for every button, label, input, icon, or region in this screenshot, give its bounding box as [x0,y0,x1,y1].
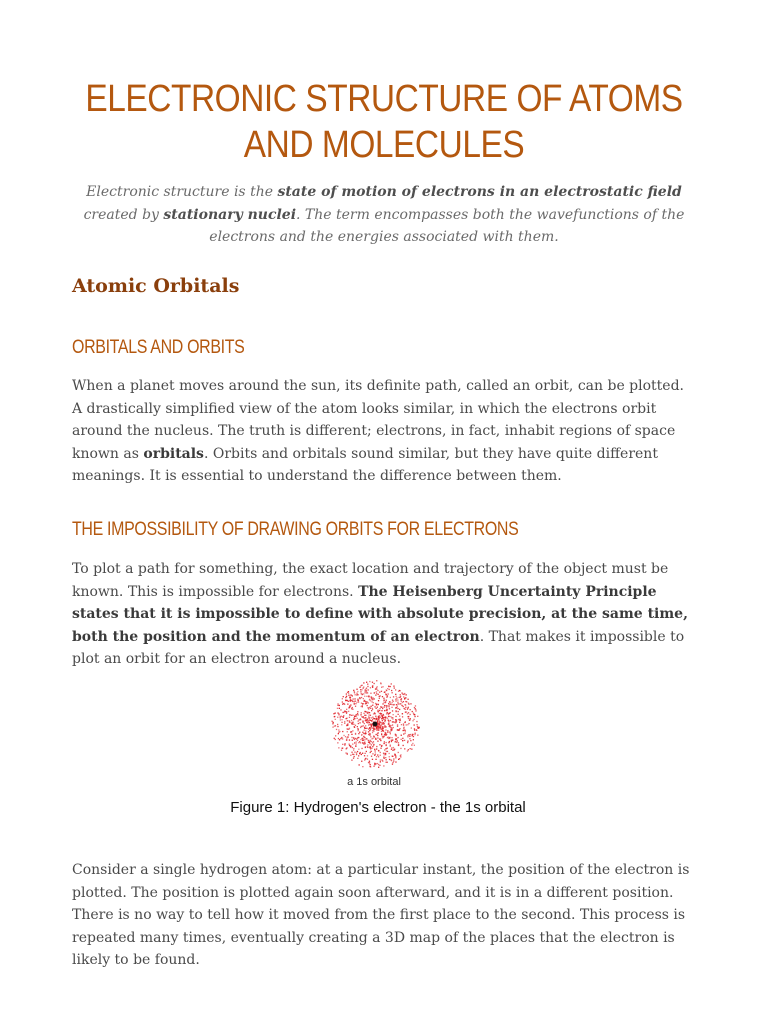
nucleus-dot [373,722,378,727]
paragraph-heisenberg [72,558,698,671]
intro-text-2: created by [83,206,164,223]
paragraph-orbits-text-1: When a planet moves around the sun, its definite path, called an orbit, can be plotted. A drastically simplified view of the atom looks similar, in which the electrons orbit around the nucleus. The truth is different; electrons, in fact, inhabit regions of space known as [72,378,685,462]
paragraph-heisenberg-text-2: . That makes it impossible to plot an orbit for an electron around a nucleus. [72,628,685,667]
intro-text-1: Electronic structure is the [86,184,278,200]
paragraph-orbits [72,375,698,488]
figure-caption: Figure 1: Hydrogen's electron - the 1s orbital [230,799,526,816]
subheading-impossibility: THE IMPOSSIBILITY OF DRAWING ORBITS FOR ELECTRONS [72,519,519,540]
paragraph-orbits-bold: orbitals [143,445,204,462]
page-title: ELECTRONIC STRUCTURE OF ATOMS AND MOLECULES [85,78,683,166]
orbital-label: a 1s orbital [347,776,401,788]
paragraph-heisenberg-bold: The Heisenberg Uncertainty Principle states that it is impossible to define with absolute precision, at the same time, both the position and the momentum of an electron [72,583,688,645]
intro-summary [72,181,696,249]
subheading-orbitals: ORBITALS AND ORBITS [72,337,245,358]
intro-text-3: . The term encompasses both the wavefunctions of the electrons and the energies associated with them. [209,206,685,245]
section-heading: Atomic Orbitals [72,275,240,297]
paragraph-orbits-text-2: . Orbits and orbitals sound similar, but they have quite different meanings. It is essential to understand the difference between them. [72,445,658,484]
intro-bold-1: state of motion of electrons in an electrostatic field [277,184,682,200]
orbital-image [327,676,423,772]
paragraph-hydrogen: Consider a single hydrogen atom: at a particular instant, the position of the electron is plotted. The position is plotted again soon afterward, and it is in a different position. There is no way to tell how it moved from the first place to the second. This process is repeated many times, eventually creating a 3D map of the places that the electron is likely to be found. [72,862,690,968]
orbital-figure [0,676,768,826]
intro-bold-2: stationary nuclei [163,206,297,223]
paragraph-heisenberg-text-1: To plot a path for something, the exact location and trajectory of the object must be known. This is impossible for electrons. [72,561,669,600]
